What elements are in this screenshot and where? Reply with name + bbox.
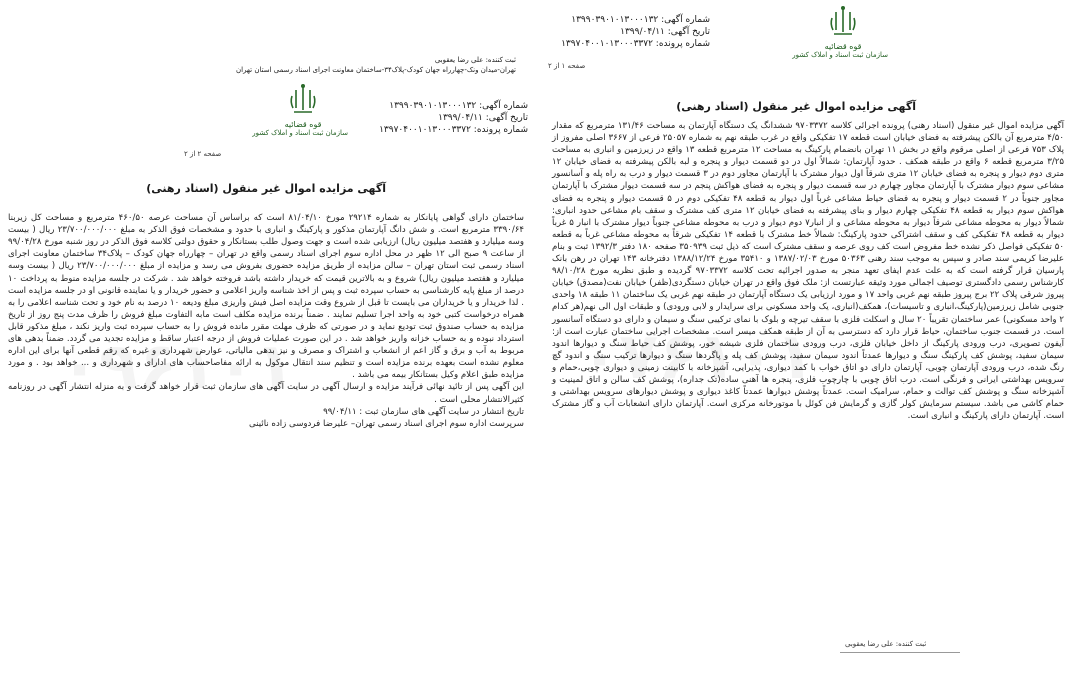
judiciary-emblem-icon [826,4,860,38]
ad-date: تاریخ آگهی: ۱۳۹۹/۰۴/۱۱ [438,113,528,123]
ad-page-2 [0,0,536,686]
ad-number: شماره آگهی: ۱۳۹۹۰۳۹۰۱۰۱۳۰۰۰۱۳۲ [571,15,710,25]
signature-divider [840,652,960,653]
file-number: شماره پرونده: ۱۳۹۷۰۴۰۰۱۰۱۳۰۰۰۳۳۷۲ [379,125,528,135]
signature-label: ثبت کننده: علی رضا یعقوبی [845,640,927,648]
ad-body-text: آگهی مزایده اموال غیر منقول (اسناد رهنی) پرونده اجرائی کلاسه ۹۷۰۳۳۷۲ ششدانگ یک دستگاه آپارتمان به مساحت ۱۳۱/۴۶ مترمربع که مقدار ۴/۵۰ مترمربع آن بالکن پیشرفته به فضای خیابان است قطعه ۱۷ تفکیکی واقع در غرب طبقه نهم به شماره ۲۵۰۵۷ فرعی از ۳۶۶۷ اصلی مفروز از پلاک ۷۵۳ فرعی از اصلی مرقوم واقع در بخش ۱۱ تهران بانضمام پارکینگ به مساحت ۱۲ مترمربع قطعه ۱۳ واقع در زیرزمین و انباری به مساحت ۳/۲۵ مترمربع قطعه ۶ واقع در طبقه همکف . حدود آپارتمان: شمالاً اول در دو قسمت دیوار و پنجره و لبه بالکن پیشرفته به فضای خیابان ۱۲ متری دوم دیوار و پنجره به فضای خیابان ۱۲ متری شرقاً اول دیوار مشترک با آپارتمان مجاور دوم در ۳ قسمت دیوار و درب به راه پله و آسانسور مشاعی سوم دیوار مشترک با آپارتمان مجاور چهارم در سه قسمت دیوار و پنجره به فضای هواکش پنجم در سه قسمت دیوار مشترک با آپارتمان مجاور جنوباً در ۲ قسمت دیوار و پنجره به فضای حیاط مشاعی غرباً اول دیوار به قطعه ۴۸ تفکیکی دوم در ۵ قسمت دیوار و پنجره به فضای هواکش سوم دیوار به قطعه ۴۸ تفکیکی چهارم دیوار و بنای پیشرفته به فضای خیابان ۱۲ متری کف مشترک و سقف بام مشاعی حدود انباری: شمالاً دیوار به محوطه مشاعی شرقاً دیوار به محوطه مشاعی و از انبار۷ دوم دیوار و درب به محوطه مشاعی جنوباً دیوار مشترک با انبار ۵ غرباً دیوار به قطعه ۴۸ تفکیکی کف و سقف اشتراکی حدود پارکینگ: شمالاً خط مشترک با قطعه ۱۴ تفکیکی شرقاً به محوطه مشاعی غرباً به قطعه ۵۰ تفکیکی فواصل ذکر نشده خط مفروض است کف روی عرصه و سقف مشترک است که ذیل ثبت ۳۵۰۹۳۹ صفحه ۱۸۰ دفتر ۱۳۹۲/۳ ثبت و بنام علیرضا کریمی سند صادر و سپس به موجب سند رهنی ۵۰۳۶۳ مورخ ۱۳۸۷/۰۲/۰۳ و ۳۵۴۱۰ مورخ ۱۳۸۸/۱۲/۲۴ دفترخانه ۱۴۳ تهران در رهن بانک پارسیان قرار گرفته است که به علت عدم ایفای تعهد منجر به صدور اجرائیه تحت کلاسه ۹۷۰۳۳۷۲ گردیده و طبق نظریه مورخ ۹۸/۱۰/۲۸ کارشناس رسمی دادگستری توصیف اجمالی مورد وثیقه عبارتست از: ملک فوق واقع در تهران خیابان دستگردی(ظفر) خیابان نفت(مصدق) خیابان پیروز شرقی پلاک ۲۲ برج پیروز طبقه نهم غربی واحد ۱۷ و مورد ارزیابی یک دستگاه آپارتمان در طبقه نهم غربی یک ساختمان ۱۱ طبقه ۱۸ واحدی جنوبی شامل زیرزمین(پارکینگ،انباری و تاسیسات)، همکف(انباری، یک واحد مسکونی برای سرایدار و لابی ورودی) و طبقات اول الی نهم(هر کدام ۲ واحد مسکونی) عمر ساختمان تقریباً ۲۰ سال و اسکلت فلزی با سقف تیرچه و بلوک با نمای ترکیبی سنگ و سیمان و دارای دو دستگاه آسانسور است. در قسمت جنوب ساختمان، حیاط قرار دارد که دسترسی به آن از طبقه همکف میسر است. مشخصات اجرایی ساختمان عبارت است از: آیفون تصویری، درب ورودی پارکینگ از داخل خیابان فلزی، درب ورودی ساختمان فلزی شیشه خور، پوشش کف حیاط سنگ و دیوارها اندود سیمان سفید، پوشش کف پارکینگ سنگ و دیوارها عمدتاً اندود سیمان سفید، پوشش کف پله و پاگردها سنگ و دیوارها ترکیب سنگ و اندود گچ رنگ شده، درب ورودی آپارتمان چوبی، آپارتمان دارای دو اتاق خواب با کمد دیواری، پذیرایی، آشپزخانه با کابینت زمینی و دیواری چوبی،حمام و سرویس بهداشتی ایرانی و فرنگی است. درب اتاق چوبی با چارچوب فلزی، پنجره ها آهنی ساده(تک جداره)، پوشش کف سالن و اتاق لمینیت و آشپزخانه سنگ و پوشش کف توالت و حمام، سرامیک است. عمدتاً پوشش دیوارها عمدتاً کاغذ دیواری و پوشش دیوارهای سرویس بهداشتی و حمام کاشی می باشد. سیستم سرمایش کولر گازی و گرمایش فن کوئل با موتورخانه مرکزی است. آپارتمان دارای انشعابات آب و گاز مشترک است. آپارتمان دارای پارکینگ و انباری است. [552,121,1065,422]
org-label: سازمان ثبت اسناد و املاک کشور [792,51,888,59]
ad-date: تاریخ آگهی: ۱۳۹۹/۰۴/۱۱ [620,27,710,37]
ad-meta [379,100,528,136]
page-number: صفحه ۱ از ۲ [548,62,586,70]
judiciary-emblem [792,4,888,60]
ad-number: شماره آگهی: ۱۳۹۹۰۳۹۰۱۰۱۳۰۰۰۱۳۲ [389,101,528,111]
ad-body-text: ساختمان دارای گواهی پایانکار به شماره ۲۹۲۱۴ مورخ ۸۱/۰۴/۱۰ است که براساس آن مساحت عرصه ۴۶۰/۵۰ مترمربع و مساحت کل زیربنا ۳۳۹۰/۶۴ مترمربع است. و شش دانگ آپارتمان مذکور و پارکینگ و انباری با حدود و مشخصات فوق الذکر به مبلغ ۲۳/۷۰۰/۰۰۰/۰۰۰ ریال ( بیست وسه میلیارد و هفتصد میلیون ریال) ارزیابی شده است و جهت وصول طلب بستانکار و حقوق دولتی کلاسه فوق الذکر در روز شنبه مورخ ۹۹/۰۴/۲۸ از ساعت ۹ صبح الی ۱۲ ظهر در محل اداره سوم اجرای اسناد رسمی واقع در تهران – چهارراه جهان کودک – پلاک۳۴ ساختمان معاونت اجرای اسناد رسمی ثبت استان تهران – سالن مزایده از طریق مزایده حضوری بفروش می رسد و مزایده از مبلغ ۲۳/۷۰۰/۰۰۰/۰۰۰ ریال ( بیست وسه میلیارد و هفتصد میلیون ریال) شروع و به بالاترین قیمت که خریدار داشته باشد فروخته خواهد شد . شرکت در جلسه مزایده منوط به پرداخت ۱۰ درصد از مبلغ پایه کارشناسی به حساب سپرده ثبت و پس از اخذ شناسه واریز اعلامی و حضور خریدار و یا نماینده قانونی او در جلسه مزایده است . لذا خریدار و یا خریداران می بایست تا قبل از شروع وقت مزایده اصل فیش واریزی مبلغ ودیعه ۱۰ درصد به نام خود و تحت شناسه اعلامی را به همراه درخواست کتبی خود به واحد اجرا تسلیم نمایند . ضمناً برنده مزایده مکلف است مابه التفاوت مبلغ فروش را ظرف مدت پنج روز از تاریخ مزایده به حساب صندوق ثبت تودیع نماید و در صورتی که ظرف مهلت مقرر مانده فروش را به حساب سپرده ثبت واریز نکند ، مبلغ مذکور قابل استرداد نبوده و به حساب خزانه واریز خواهد شد . در این صورت عملیات فروش از درجه اعتبار ساقط و مزایده تجدید می گردد. ضمناً بدهی های مربوط به آب و برق و گاز اعم از انشعاب و اشتراک و مصرف و نیز بدهی مالیاتی، عوارض شهرداری و غیره که رقم قطعی آنها برای این اداره معلوم نشده است بعهده برنده مزایده است و تنظیم سند انتقال موکول به ارائه مفاصاحساب های ادارای و شهرداری و ... خواهد بود . و مورد مزایده طبق اعلام وکیل بستانکار بیمه می باشد . این آگهی پس از تائید نهائی فرآیند مزایده و ارسال آگهی در سایت آگهی های سازمان ثبت قرار خواهد گرفت و به منزله انتشار آگهی در روزنامه کثیرالانتشار محلی است . تاریخ انتشار در سایت آگهی های سازمان ثبت : ۹۹/۰۴/۱۱ سرپرست اداره سوم اجرای اسناد رسمی تهران– علیرضا فردوسی زاده نائینی [8,213,525,429]
judiciary-emblem [252,82,348,138]
ad-meta [561,14,710,50]
ad-body [8,200,524,443]
org-label: سازمان ثبت اسناد و املاک کشور [252,129,348,137]
office-address: تهران-میدان ونک-چهارراه جهان کودک-پلاک۳۴-ساختمان معاونت اجرای اسناد رسمی استان تهران [235,66,516,74]
judiciary-label: قوه قضائیه [824,42,862,51]
ad-title: آگهی مزایده اموال غیر منقول (اسناد رهنی) [146,182,386,195]
page-number: صفحه ۲ از ۲ [184,150,222,158]
ad-body [552,120,1064,423]
ad-title: آگهی مزایده اموال غیر منقول (اسناد رهنی) [676,100,916,113]
judiciary-label: قوه قضائیه [284,120,322,129]
judiciary-emblem-icon [286,82,320,116]
ad-page-1 [540,0,1076,686]
file-number: شماره پرونده: ۱۳۹۷۰۴۰۰۱۰۱۳۰۰۰۳۳۷۲ [561,39,710,49]
recorder-line: ثبت کننده: علی رضا یعقوبی [434,56,516,64]
